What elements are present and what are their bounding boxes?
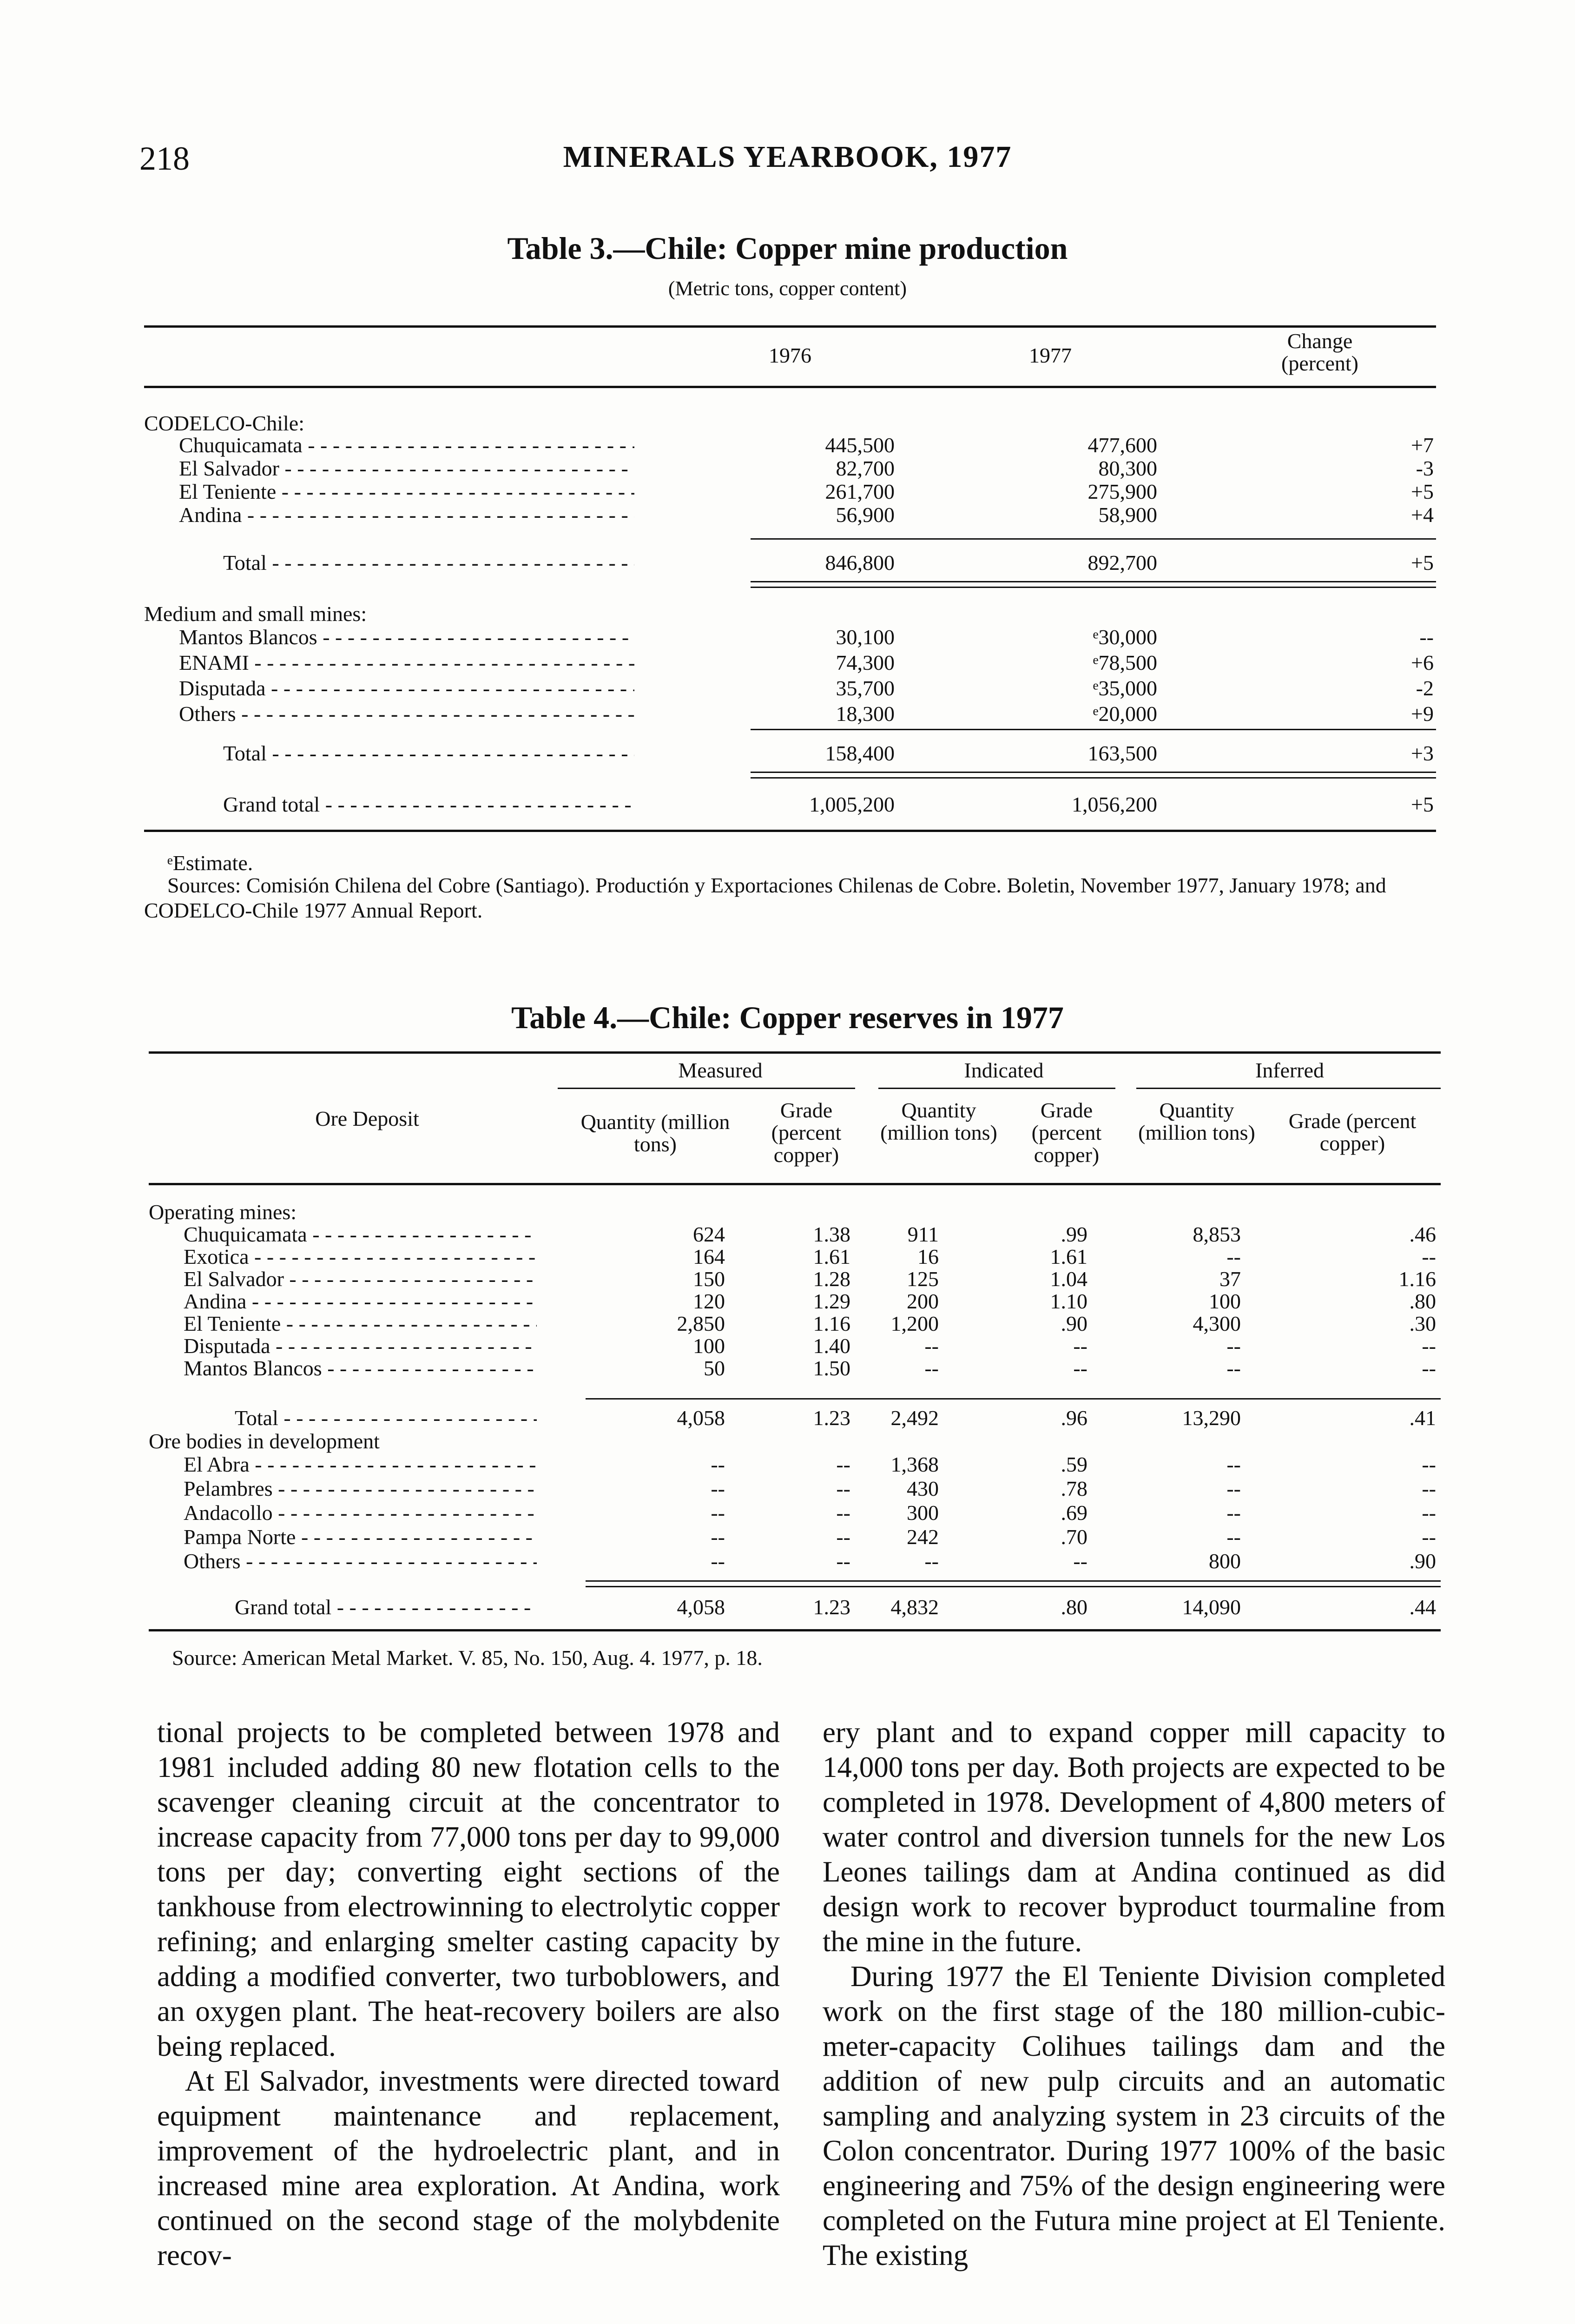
cell-1976: 261,700	[825, 480, 895, 503]
cell-inferred-qty: --	[1226, 1477, 1241, 1500]
cell-change: +6	[1411, 651, 1434, 674]
row-label-text: Mantos Blancos - - -	[179, 625, 634, 649]
col-header-f-qty: Quantity (million tons)	[1138, 1098, 1255, 1144]
cell-measured-grade: --	[836, 1477, 850, 1500]
cell-inferred-qty: 100	[1209, 1289, 1241, 1313]
cell-1976: 158,400	[825, 741, 895, 765]
cell-inferred-grade: .90	[1409, 1549, 1436, 1573]
cell-inferred-qty: --	[1226, 1334, 1241, 1358]
cell-measured-qty: 120	[693, 1289, 725, 1313]
table-4-source: Source: American Metal Market. V. 85, No. 150, Aug. 4. 1977, p. 18.	[172, 1646, 763, 1670]
cell-indicated-grade: .69	[1061, 1501, 1087, 1525]
cell-indicated-grade: 1.10	[1050, 1289, 1087, 1313]
cell-inferred-qty: --	[1226, 1245, 1241, 1268]
cell-inferred-qty: --	[1226, 1501, 1241, 1525]
row-label	[179, 702, 634, 726]
cell-inferred-grade: .41	[1409, 1406, 1436, 1430]
inferred-span-rule	[1136, 1088, 1441, 1089]
row-label-text: ENAMI - - -	[179, 651, 634, 674]
body-paragraph: At El Salvador, investments were directed toward equipment maintenance and replacement, improvement of the hydroelectric plant, and in increased mine area exploration. At Andina, work continued on the second stage of the molybdenite recov-	[157, 2065, 780, 2271]
table-4-bottom-rule	[149, 1629, 1441, 1631]
cell-1977: 80,300	[1098, 456, 1157, 480]
cell-1977: 1,056,200	[1072, 792, 1157, 816]
cell-1976: 74,300	[836, 651, 895, 674]
row-label-text: Pelambres - - -	[184, 1477, 537, 1500]
row-label-text: El Abra - - -	[184, 1452, 537, 1476]
col-header-1977: 1977	[1029, 343, 1072, 367]
cell-inferred-qty: 14,090	[1182, 1595, 1241, 1619]
cell-measured-qty: 624	[693, 1222, 725, 1246]
row-label-text: El Salvador - - -	[184, 1267, 537, 1291]
cell-inferred-grade: --	[1422, 1334, 1436, 1358]
indicated-span-rule	[878, 1088, 1115, 1089]
table-3-subtotal-rule-2b	[751, 772, 1436, 773]
table-3-group-codelco: CODELCO-Chile:	[144, 411, 304, 435]
cell-measured-grade: 1.61	[813, 1245, 850, 1268]
cell-measured-qty: --	[711, 1501, 725, 1525]
cell-indicated-grade: --	[1073, 1334, 1087, 1358]
cell-indicated-grade: .90	[1061, 1312, 1087, 1335]
cell-measured-qty: 4,058	[677, 1595, 725, 1619]
table-3-note-estimate: ᵉEstimate.	[167, 851, 253, 875]
row-label-text: Disputada - - -	[184, 1334, 537, 1358]
cell-inferred-grade: .80	[1409, 1289, 1436, 1313]
cell-measured-grade: --	[836, 1525, 850, 1549]
cell-1976: 445,500	[825, 433, 895, 457]
cell-inferred-qty: 37	[1219, 1267, 1241, 1291]
cell-1977: ᵉ20,000	[1093, 702, 1157, 726]
table-4-subtotal-rule	[586, 1398, 1441, 1400]
cell-1977: 163,500	[1087, 741, 1157, 765]
table-3-bottom-rule	[144, 830, 1436, 832]
cell-measured-grade: --	[836, 1452, 850, 1476]
cell-indicated-grade: .78	[1061, 1477, 1087, 1500]
row-label	[184, 1501, 537, 1525]
body-column-left	[157, 1715, 780, 2273]
cell-1977: 275,900	[1087, 480, 1157, 503]
cell-change: -2	[1416, 676, 1434, 700]
cell-measured-grade: --	[836, 1501, 850, 1525]
cell-inferred-grade: .44	[1409, 1595, 1436, 1619]
cell-change: +5	[1411, 480, 1434, 503]
row-label	[184, 1477, 537, 1501]
table-4-grand-rule-2	[586, 1586, 1441, 1587]
col-header-deposit: Ore Deposit	[315, 1107, 419, 1130]
row-label-text: Andina - - -	[184, 1289, 537, 1313]
row-label	[223, 551, 634, 575]
row-label	[179, 480, 634, 504]
cell-measured-qty: 4,058	[677, 1406, 725, 1430]
cell-change: --	[1419, 625, 1434, 649]
cell-change: +9	[1411, 702, 1434, 726]
cell-measured-qty: --	[711, 1525, 725, 1549]
cell-measured-qty: --	[711, 1452, 725, 1476]
cell-indicated-qty: --	[924, 1334, 939, 1358]
row-label-text: Total - - -	[223, 741, 634, 765]
cell-indicated-qty: 242	[907, 1525, 939, 1549]
row-label	[184, 1356, 537, 1380]
cell-indicated-grade: --	[1073, 1356, 1087, 1380]
table-3-subtotal-rule-1b	[751, 581, 1436, 582]
cell-inferred-grade: .30	[1409, 1312, 1436, 1335]
cell-1976: 30,100	[836, 625, 895, 649]
cell-measured-grade: 1.40	[813, 1334, 850, 1358]
cell-indicated-qty: 16	[917, 1245, 939, 1268]
cell-indicated-qty: 911	[907, 1222, 939, 1246]
cell-inferred-qty: --	[1226, 1525, 1241, 1549]
row-label-text: Mantos Blancos - - -	[184, 1356, 537, 1380]
row-label-text: El Teniente - - -	[179, 480, 634, 503]
cell-indicated-qty: 4,832	[890, 1595, 939, 1619]
cell-change: +5	[1411, 792, 1434, 816]
group-measured: Measured	[678, 1058, 763, 1082]
table-4-grand-rule-1	[586, 1580, 1441, 1582]
cell-indicated-grade: .70	[1061, 1525, 1087, 1549]
cell-change: +4	[1411, 503, 1434, 527]
row-label-text: Andacollo - - -	[184, 1501, 537, 1525]
row-label-text: Total - - -	[235, 1406, 537, 1430]
row-label	[184, 1549, 537, 1573]
table-3-title: Table 3.—Chile: Copper mine production	[507, 231, 1068, 266]
col-header-i-qty: Quantity (million tons)	[880, 1098, 997, 1144]
body-paragraph: During 1977 the El Teniente Division completed work on the first stage of the 180 million-cubic-meter-capacity Colihues tailings dam and the addition of new pulp circuits and an automatic sampling and analyzing system in 23 circuits of the Colon concentrator. During 1977 100% of the basic engineering and 75% of the design engineering were completed on the Futura mine project at El Teniente. The existing	[823, 1960, 1445, 2271]
row-label	[184, 1267, 537, 1291]
cell-inferred-grade: 1.16	[1398, 1267, 1436, 1291]
body-paragraph: tional projects to be completed between 1978 and 1981 included adding 80 new flotation cells to the scavenger cleaning circuit at the concentrator to increase capacity from 77,000 tons per day to 99,000 tons per day; converting eight sections of the tankhouse from electrowinning to electrolytic copper refining; and enlarging smelter casting capacity by adding a modified converter, two turboblowers, and an oxygen plant. The heat-recovery boilers are also being replaced.	[157, 1716, 780, 2062]
cell-inferred-grade: --	[1422, 1245, 1436, 1268]
cell-inferred-grade: --	[1422, 1477, 1436, 1500]
cell-1976: 846,800	[825, 551, 895, 574]
cell-inferred-grade: --	[1422, 1356, 1436, 1380]
cell-indicated-qty: --	[924, 1356, 939, 1380]
cell-1977: 477,600	[1087, 433, 1157, 457]
row-label-text: Andina - - -	[179, 503, 634, 527]
col-header-change-2: (percent)	[1281, 351, 1358, 375]
cell-indicated-grade: .99	[1061, 1222, 1087, 1246]
cell-1977: ᵉ78,500	[1093, 651, 1157, 674]
cell-inferred-qty: --	[1226, 1356, 1241, 1380]
table-4-group-development: Ore bodies in development	[149, 1429, 380, 1453]
row-label	[184, 1222, 537, 1247]
col-header-m-qty: Quantity (million tons)	[580, 1110, 730, 1156]
table-3-subtotal-rule-2c	[751, 777, 1436, 779]
table-3-subtotal-rule-1c	[751, 587, 1436, 588]
row-label-text: Chuquicamata - - -	[184, 1222, 537, 1246]
cell-measured-grade: --	[836, 1549, 850, 1573]
col-header-1976: 1976	[769, 343, 811, 367]
col-header-change-1: Change	[1287, 329, 1353, 353]
measured-span-rule	[558, 1088, 855, 1089]
cell-inferred-grade: --	[1422, 1525, 1436, 1549]
cell-1976: 1,005,200	[809, 792, 895, 816]
cell-indicated-grade: .96	[1061, 1406, 1087, 1430]
row-label	[184, 1525, 537, 1549]
row-label	[184, 1289, 537, 1314]
cell-inferred-qty: 13,290	[1182, 1406, 1241, 1430]
cell-indicated-qty: 200	[907, 1289, 939, 1313]
row-label	[179, 503, 634, 527]
cell-change: +7	[1411, 433, 1434, 457]
row-label-text: Grand total - - -	[235, 1595, 537, 1619]
table-3-subtotal-rule-1	[751, 538, 1436, 540]
row-label	[235, 1595, 537, 1619]
group-indicated: Indicated	[964, 1058, 1044, 1082]
cell-inferred-grade: --	[1422, 1501, 1436, 1525]
cell-inferred-qty: 4,300	[1193, 1312, 1241, 1335]
cell-change: +3	[1411, 741, 1434, 765]
cell-measured-grade: 1.28	[813, 1267, 850, 1291]
group-inferred: Inferred	[1255, 1058, 1325, 1082]
body-paragraph: ery plant and to expand copper mill capacity to 14,000 tons per day. Both projects are expected to be completed in 1978. Development of 4,800 meters of water control and diversion tunnels for the new Los Leones tailings dam at Andina continued as did design work to recover byproduct tourmaline from the mine in the future.	[823, 1716, 1445, 1958]
table-3-header-rule	[144, 386, 1436, 388]
table-3-group-medium: Medium and small mines:	[144, 602, 367, 626]
cell-indicated-grade: --	[1073, 1549, 1087, 1573]
row-label-text: El Salvador - - -	[179, 456, 634, 480]
cell-1976: 18,300	[836, 702, 895, 726]
cell-inferred-qty: --	[1226, 1452, 1241, 1476]
row-label-text: Total - - -	[223, 551, 634, 574]
row-label	[179, 433, 634, 457]
cell-indicated-grade: 1.61	[1050, 1245, 1087, 1268]
col-header-f-grade: Grade (percent copper)	[1288, 1109, 1417, 1155]
cell-inferred-qty: 8,853	[1193, 1222, 1241, 1246]
col-header-change	[1232, 330, 1408, 375]
col-header-m-grade: Grade (percent copper)	[771, 1098, 842, 1167]
row-label-text: Chuquicamata - - -	[179, 433, 634, 457]
cell-indicated-qty: 1,368	[890, 1452, 939, 1476]
row-label-text: Others - - -	[184, 1549, 537, 1573]
running-title: MINERALS YEARBOOK, 1977	[563, 140, 1012, 174]
cell-inferred-qty: 800	[1209, 1549, 1241, 1573]
row-label	[223, 741, 634, 766]
cell-indicated-qty: 300	[907, 1501, 939, 1525]
row-label	[179, 676, 634, 700]
page-number: 218	[139, 140, 190, 177]
cell-indicated-qty: --	[924, 1549, 939, 1573]
cell-indicated-qty: 1,200	[890, 1312, 939, 1335]
cell-measured-qty: 100	[693, 1334, 725, 1358]
table-4-group-operating: Operating mines:	[149, 1200, 297, 1224]
cell-measured-grade: 1.50	[813, 1356, 850, 1380]
cell-1977: 892,700	[1087, 551, 1157, 574]
row-label-text: Others - - -	[179, 702, 634, 726]
table-4-top-rule	[149, 1051, 1441, 1054]
cell-indicated-qty: 2,492	[890, 1406, 939, 1430]
row-label	[179, 651, 634, 675]
body-column-right	[823, 1715, 1445, 2273]
cell-measured-grade: 1.23	[813, 1595, 850, 1619]
cell-indicated-grade: .80	[1061, 1595, 1087, 1619]
row-label	[223, 792, 634, 817]
row-label-text: Disputada - - -	[179, 676, 634, 700]
cell-measured-qty: 50	[704, 1356, 725, 1380]
cell-1977: 58,900	[1098, 503, 1157, 527]
row-label	[184, 1245, 537, 1269]
row-label	[184, 1334, 537, 1358]
table-3-note-sources: Sources: Comisión Chilena del Cobre (Santiago). Productión y Exportaciones Chilenas de Cobre. Boletin, November 1977, January 1978; and CODELCO-Chile 1977 Annual Report.	[144, 873, 1386, 922]
cell-1977: ᵉ35,000	[1093, 676, 1157, 700]
row-label	[179, 625, 634, 649]
row-label-text: Grand total - - -	[223, 792, 634, 816]
table-3-subtitle: (Metric tons, copper content)	[668, 277, 907, 300]
table-4-header-rule	[149, 1183, 1441, 1185]
table-3-subtotal-rule-2	[751, 729, 1436, 730]
row-label	[184, 1312, 537, 1336]
cell-1976: 56,900	[836, 503, 895, 527]
cell-indicated-grade: .59	[1061, 1452, 1087, 1476]
cell-measured-grade: 1.29	[813, 1289, 850, 1313]
cell-measured-qty: 150	[693, 1267, 725, 1291]
cell-inferred-grade: .46	[1409, 1222, 1436, 1246]
cell-change: +5	[1411, 551, 1434, 574]
row-label-text: Exotica - - -	[184, 1245, 537, 1268]
row-label	[179, 456, 634, 481]
cell-measured-grade: 1.23	[813, 1406, 850, 1430]
row-label-text: Pampa Norte - - -	[184, 1525, 537, 1549]
cell-indicated-grade: 1.04	[1050, 1267, 1087, 1291]
cell-measured-qty: 2,850	[677, 1312, 725, 1335]
col-header-i-grade: Grade (percent copper)	[1031, 1098, 1102, 1167]
cell-measured-qty: --	[711, 1549, 725, 1573]
cell-indicated-qty: 125	[907, 1267, 939, 1291]
cell-1976: 82,700	[836, 456, 895, 480]
table-4-title: Table 4.—Chile: Copper reserves in 1977	[511, 1000, 1064, 1035]
cell-change: -3	[1416, 456, 1434, 480]
cell-measured-grade: 1.16	[813, 1312, 850, 1335]
cell-measured-grade: 1.38	[813, 1222, 850, 1246]
row-label	[184, 1452, 537, 1477]
cell-measured-qty: 164	[693, 1245, 725, 1268]
row-label-text: El Teniente - - -	[184, 1312, 537, 1335]
cell-measured-qty: --	[711, 1477, 725, 1500]
table-3-top-rule	[144, 325, 1436, 328]
cell-indicated-qty: 430	[907, 1477, 939, 1500]
cell-1977: ᵉ30,000	[1093, 625, 1157, 649]
cell-1976: 35,700	[836, 676, 895, 700]
row-label	[235, 1406, 537, 1430]
cell-inferred-grade: --	[1422, 1452, 1436, 1476]
